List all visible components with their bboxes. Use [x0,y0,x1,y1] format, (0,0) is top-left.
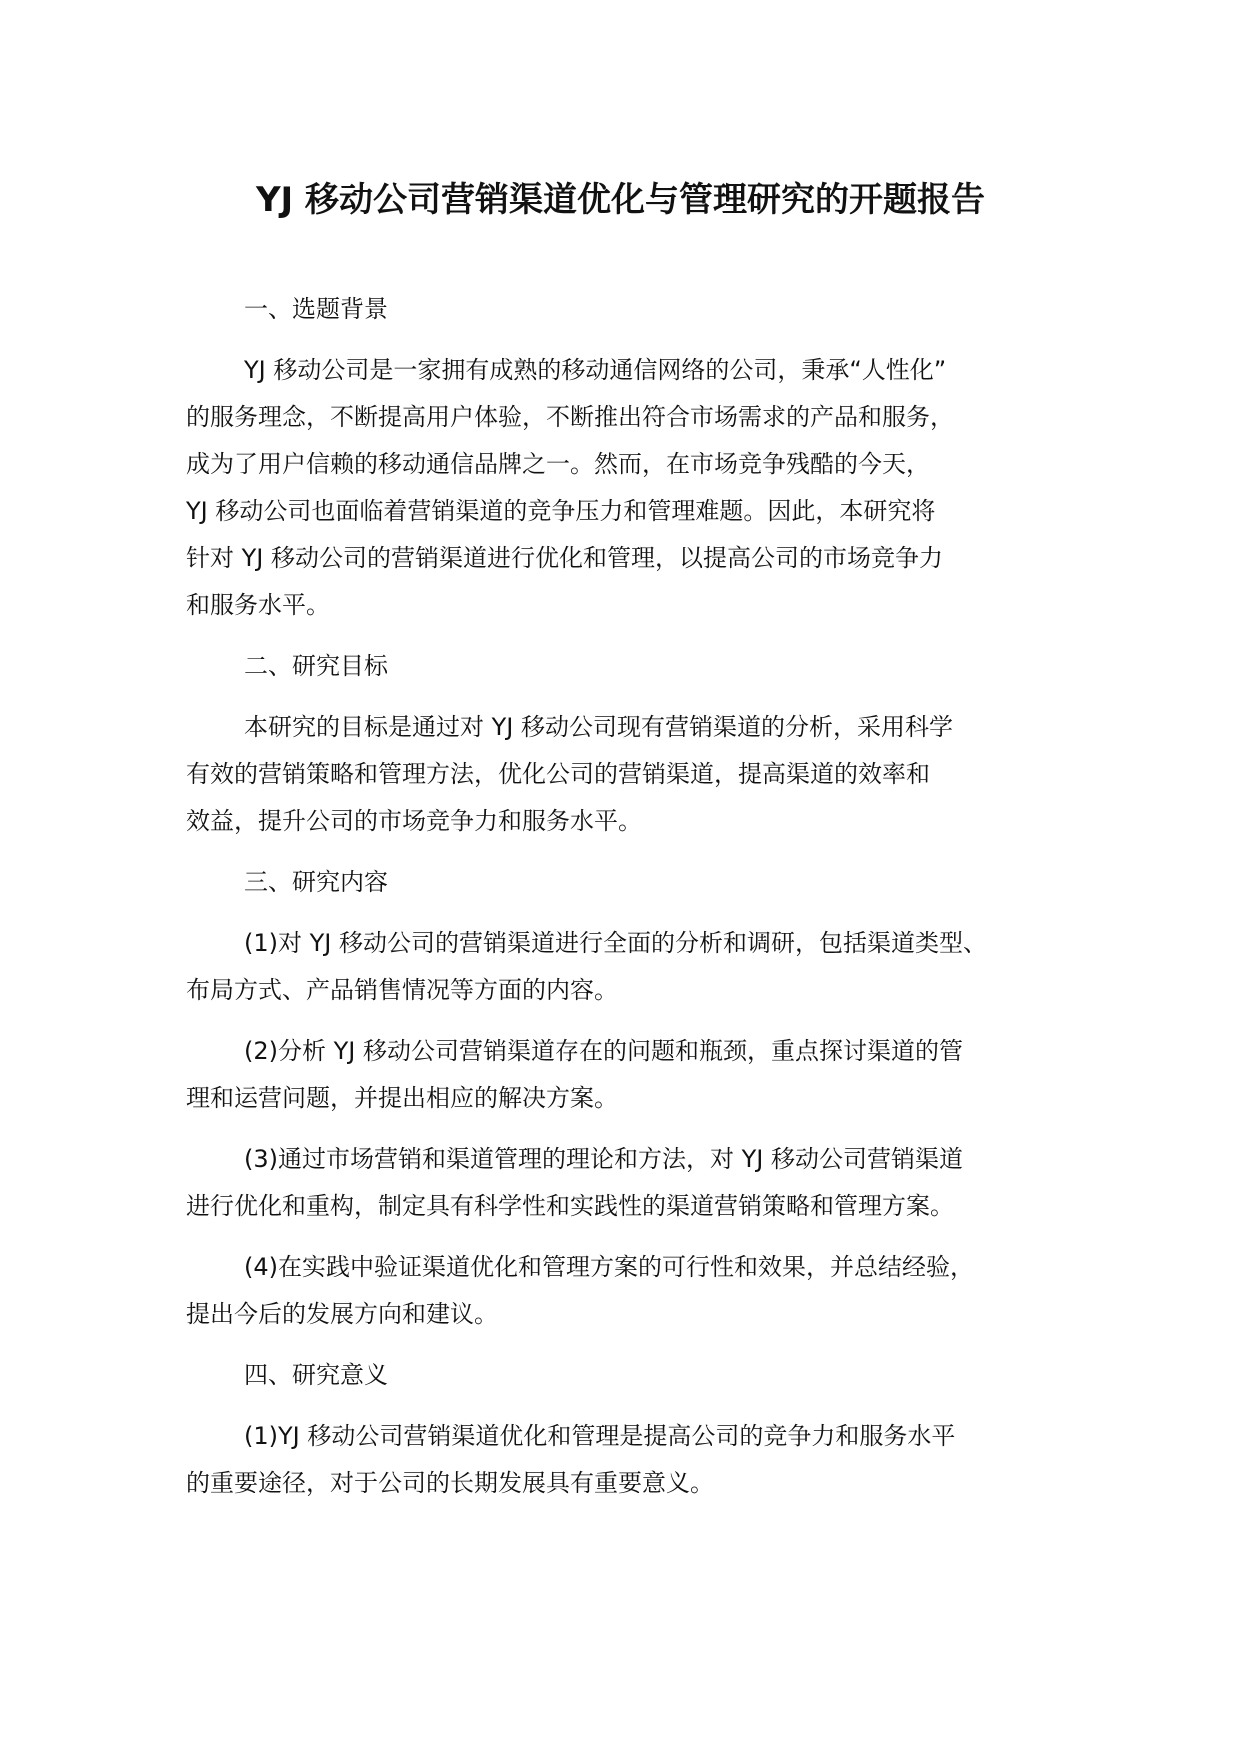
paragraph-objectives [186,704,1086,845]
text-line: (1)YJ 移动公司营销渠道优化和管理是提高公司的竞争力和服务水平 [244,1422,956,1450]
text-line: 针对 YJ 移动公司的营销渠道进行优化和管理，以提高公司的市场竞争力 [186,544,943,572]
text-line: 和服务水平。 [186,591,330,619]
text-line: 效益，提升公司的市场竞争力和服务水平。 [186,807,642,835]
paragraph-content-2 [186,1028,1086,1122]
text-line: (2)分析 YJ 移动公司营销渠道存在的问题和瓶颈，重点探讨渠道的管 [244,1037,963,1065]
document-body [186,286,1086,1521]
section-heading-objectives: 二、研究目标 [244,652,388,680]
text-line: 成为了用户信赖的移动通信品牌之一。然而，在市场竞争残酷的今天， [186,450,930,478]
section-heading-content: 三、研究内容 [244,868,388,896]
text-line: 本研究的目标是通过对 YJ 移动公司现有营销渠道的分析，采用科学 [244,713,953,741]
text-line: YJ 移动公司也面临着营销渠道的竞争压力和管理难题。因此，本研究将 [186,497,936,525]
section-heading-background: 一、选题背景 [244,295,388,323]
section-heading-significance: 四、研究意义 [244,1361,388,1389]
text-line: 理和运营问题，并提出相应的解决方案。 [186,1084,618,1112]
paragraph-content-3 [186,1136,1086,1230]
text-line: (3)通过市场营销和渠道管理的理论和方法，对 YJ 移动公司营销渠道 [244,1145,963,1173]
text-line: 布局方式、产品销售情况等方面的内容。 [186,976,618,1004]
paragraph-content-1 [186,920,1086,1014]
text-line: 的重要途径，对于公司的长期发展具有重要意义。 [186,1469,714,1497]
document-title: YJ 移动公司营销渠道优化与管理研究的开题报告 [255,180,986,220]
text-line: (4)在实践中验证渠道优化和管理方案的可行性和效果，并总结经验， [244,1253,974,1281]
text-line: 进行优化和重构，制定具有科学性和实践性的渠道营销策略和管理方案。 [186,1192,954,1220]
paragraph-content-4 [186,1244,1086,1338]
paragraph-significance-1 [186,1413,1086,1507]
text-line: YJ 移动公司是一家拥有成熟的移动通信网络的公司，秉承“人性化” [244,356,947,384]
text-line: (1)对 YJ 移动公司的营销渠道进行全面的分析和调研，包括渠道类型、 [244,929,987,957]
paragraph-background [186,347,1086,629]
text-line: 有效的营销策略和管理方法，优化公司的营销渠道，提高渠道的效率和 [186,760,930,788]
text-line: 提出今后的发展方向和建议。 [186,1300,498,1328]
text-line: 的服务理念，不断提高用户体验，不断推出符合市场需求的产品和服务， [186,403,954,431]
